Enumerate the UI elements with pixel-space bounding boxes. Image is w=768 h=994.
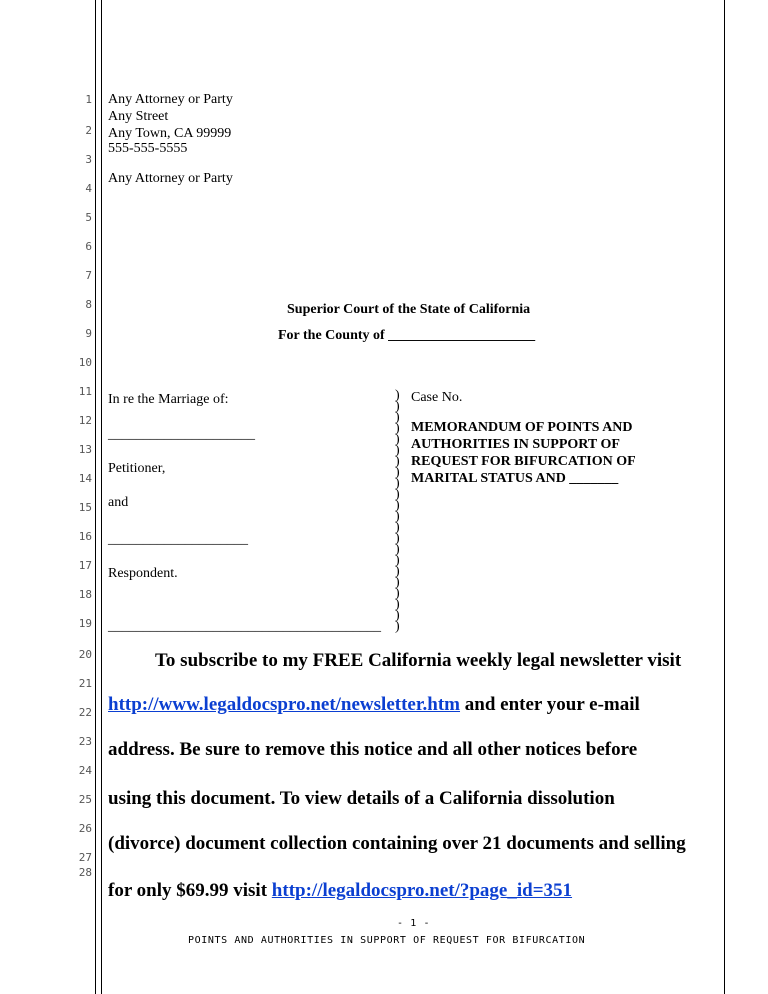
caption-parenthesis: ) [395, 498, 400, 513]
caption-bottom-rule: _______________________________________ [108, 619, 381, 634]
caption-parenthesis: ) [395, 443, 400, 458]
caption-parenthesis: ) [395, 421, 400, 436]
notice-line: address. Be sure to remove this notice and all other notices before [108, 739, 638, 760]
notice-line-text: for only $69.99 visit [108, 880, 272, 901]
caption-parenthesis: ) [395, 388, 400, 403]
document-title-line: REQUEST FOR BIFURCATION OF [411, 454, 636, 469]
line-number: 4 [85, 182, 92, 195]
footer-title: POINTS AND AUTHORITIES IN SUPPORT OF REQUEST FOR BIFURCATION [188, 935, 586, 946]
caption-parenthesis: ) [395, 575, 400, 590]
line-number: 5 [85, 211, 92, 224]
line-number: 25 [78, 793, 92, 806]
notice-line: using this document. To view details of a California dissolution [108, 788, 615, 809]
caption-parenthesis: ) [395, 432, 400, 447]
line-number: 23 [78, 735, 92, 748]
line-number: 26 [78, 822, 92, 835]
case-number-label: Case No. [411, 390, 463, 405]
caption-parenthesis: ) [395, 454, 400, 469]
caption-parenthesis: ) [395, 597, 400, 612]
line-number: 27 [78, 851, 92, 864]
line-number: 13 [78, 443, 92, 456]
and-label: and [108, 495, 129, 510]
line-number: 1 [85, 93, 92, 106]
attorney-city: Any Town, CA 99999 [108, 126, 232, 141]
caption-parenthesis: ) [395, 487, 400, 502]
line-number: 19 [78, 617, 92, 630]
caption-parenthesis: ) [395, 586, 400, 601]
document-title-line: AUTHORITIES IN SUPPORT OF [411, 437, 620, 452]
petitioner-label: Petitioner, [108, 461, 166, 476]
line-number: 14 [78, 472, 92, 485]
line-number: 7 [85, 269, 92, 282]
attorney-phone: 555-555-5555 [108, 141, 188, 156]
line-number: 17 [78, 559, 92, 572]
caption-parenthesis: ) [395, 553, 400, 568]
left-margin-rule-inner [101, 0, 102, 994]
line-number: 9 [85, 327, 92, 340]
caption-parenthesis: ) [395, 520, 400, 535]
document-title-line: MEMORANDUM OF POINTS AND [411, 420, 633, 435]
line-number: 22 [78, 706, 92, 719]
page-number: - 1 - [397, 918, 431, 929]
notice-line [108, 880, 572, 902]
respondent-label: Respondent. [108, 566, 178, 581]
notice-line: To subscribe to my FREE California weekly legal newsletter visit [155, 650, 682, 671]
caption-parenthesis: ) [395, 399, 400, 414]
line-number: 24 [78, 764, 92, 777]
line-number: 16 [78, 530, 92, 543]
newsletter-link[interactable]: http://www.legaldocspro.net/newsletter.htm [108, 694, 461, 715]
line-number: 6 [85, 240, 92, 253]
court-name: Superior Court of the State of California [287, 302, 531, 317]
court-county: For the County of _____________________ [278, 328, 536, 343]
caption-parenthesis: ) [395, 619, 400, 634]
line-number: 28 [78, 866, 92, 879]
caption-parenthesis: ) [395, 608, 400, 623]
caption-parenthesis: ) [395, 465, 400, 480]
notice-line: (divorce) document collection containing over 21 documents and selling [108, 833, 686, 854]
document-title-line: MARITAL STATUS AND _______ [411, 471, 619, 486]
caption-parenthesis: ) [395, 542, 400, 557]
notice-line-text: and enter your e-mail [460, 694, 640, 715]
line-number: 10 [78, 356, 92, 369]
caption-parenthesis: ) [395, 476, 400, 491]
line-number: 20 [78, 648, 92, 661]
petitioner-blank: _____________________ [108, 427, 255, 442]
notice-line [108, 694, 640, 716]
line-number: 12 [78, 414, 92, 427]
left-margin-rule-outer [95, 0, 96, 994]
line-number: 15 [78, 501, 92, 514]
attorney-street: Any Street [108, 109, 169, 124]
collection-link[interactable]: http://legaldocspro.net/?page_id=351 [271, 880, 573, 901]
caption-parenthesis: ) [395, 410, 400, 425]
caption-parenthesis: ) [395, 509, 400, 524]
line-number: 2 [85, 124, 92, 137]
caption-parenthesis: ) [395, 531, 400, 546]
line-number: 11 [78, 385, 92, 398]
attorney-for: Any Attorney or Party [108, 171, 233, 186]
line-number: 21 [78, 677, 92, 690]
right-margin-rule [724, 0, 725, 994]
in-re-label: In re the Marriage of: [108, 392, 229, 407]
line-number: 8 [85, 298, 92, 311]
caption-parenthesis: ) [395, 564, 400, 579]
line-number: 18 [78, 588, 92, 601]
line-number: 3 [85, 153, 92, 166]
attorney-name: Any Attorney or Party [108, 92, 233, 107]
respondent-blank: ____________________ [108, 532, 248, 547]
